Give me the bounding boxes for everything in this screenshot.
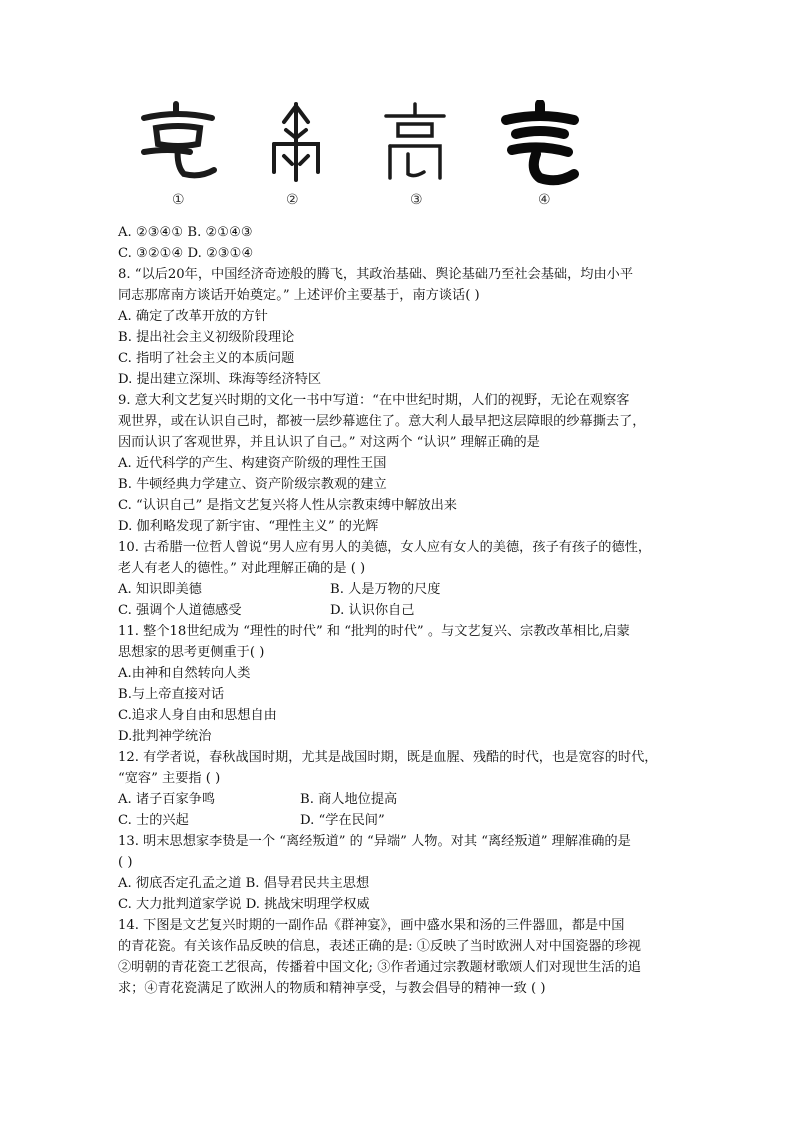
q9-stem-line-2: 观世界，或在认识自己时，都被一层纱幕遮住了。意大利人最早把这层障眼的纱幕撕去了， bbox=[118, 414, 646, 429]
ancient-character-figure bbox=[118, 100, 598, 212]
q11-option-c: C.追求人身自由和思想自由 bbox=[118, 708, 277, 723]
q14-stem-line-1: 14. 下图是文艺复兴时期的一副作品《群神宴》，画中盛水果和汤的三件器皿，都是中国 bbox=[118, 918, 625, 933]
q11-option-d: D.批判神学统治 bbox=[118, 729, 212, 744]
q10-option-a: A. 知识即美德 bbox=[118, 582, 202, 597]
q10-options-row-1 bbox=[118, 579, 678, 600]
glyph-label-1: ① bbox=[172, 192, 185, 208]
q10-stem-line-1: 10. 古希腊一位哲人曾说“男人应有男人的美德，女人应有女人的美德，孩子有孩子的德性， bbox=[118, 540, 652, 555]
q7-options-line-1: A. ②③④① B. ②①④③ bbox=[118, 225, 253, 240]
glyph-label-2: ② bbox=[286, 192, 299, 208]
q12-stem-line-1: 12. 有学者说，春秋战国时期，尤其是战国时期，既是血腥、残酷的时代，也是宽容的时代， bbox=[118, 750, 658, 765]
glyph-label-3: ③ bbox=[410, 192, 423, 208]
q10-option-c: C. 强调个人道德感受 bbox=[118, 603, 242, 618]
q8-stem-line-2: 同志那席南方谈话开始奠定。” 上述评价主要基于，南方谈话( ) bbox=[118, 288, 480, 303]
glyph-4-image bbox=[500, 100, 580, 192]
q9-option-d: D. 伽利略发现了新宇宙、“理性主义” 的光辉 bbox=[118, 519, 379, 534]
q13-options-line-2: C. 大力批判道家学说 D. 挑战宋明理学权威 bbox=[118, 897, 370, 912]
q9-stem-line-3: 因而认识了客观世界，并且认识了自己。” 对这两个 “认识” 理解正确的是 bbox=[118, 435, 540, 450]
q9-option-c: C. “认识自己” 是指文艺复兴将人性从宗教束缚中解放出来 bbox=[118, 498, 457, 513]
glyph-1-image bbox=[138, 100, 218, 185]
q10-options-row-2 bbox=[118, 600, 678, 621]
q12-option-d: D. “学在民间” bbox=[300, 813, 385, 828]
q8-option-d: D. 提出建立深圳、珠海等经济特区 bbox=[118, 372, 322, 387]
q12-option-a: A. 诸子百家争鸣 bbox=[118, 792, 216, 807]
q12-option-b: B. 商人地位提高 bbox=[300, 792, 398, 807]
q11-stem-line-1: 11. 整个18世纪成为 “理性的时代” 和 “批判的时代” 。与文艺复兴、宗教改革相比,启蒙 bbox=[118, 624, 630, 639]
q9-option-a: A. 近代科学的产生、构建资产阶级的理性王国 bbox=[118, 456, 387, 471]
q13-options-line-1: A. 彻底否定孔孟之道 B. 倡导君民共主思想 bbox=[118, 876, 370, 891]
q8-stem-line-1: 8. “以后20年，中国经济奇迹般的腾飞，其政治基础、舆论基础乃至社会基础，均由小平 bbox=[118, 267, 634, 282]
q8-option-c: C. 指明了社会主义的本质问题 bbox=[118, 351, 295, 366]
q13-stem-line-1: 13. 明末思想家李贽是一个 “离经叛道” 的 “异端” 人物。对其 “离经叛道” 理解准确的是 bbox=[118, 834, 631, 849]
q9-option-b: B. 牛顿经典力学建立、资产阶级宗教观的建立 bbox=[118, 477, 387, 492]
q12-options-row-1 bbox=[118, 789, 678, 810]
q12-stem-line-2: “宽容” 主要指 ( ) bbox=[118, 771, 221, 786]
q12-options-row-2 bbox=[118, 810, 678, 831]
q11-stem-line-2: 思想家的思考更侧重于( ) bbox=[118, 645, 265, 660]
q14-stem-line-2: 的青花瓷。有关该作品反映的信息，表述正确的是: ①反映了当时欧洲人对中国瓷器的珍视 bbox=[118, 939, 641, 954]
q14-stem-line-3: ②明朝的青花瓷工艺很高，传播着中国文化; ③作者通过宗教题材歌颂人们对现世生活的追 bbox=[118, 960, 641, 975]
q9-stem-line-1: 9. 意大利文艺复兴时期的文化一书中写道：“在中世纪时期，人们的视野，无论在观察客 bbox=[118, 393, 630, 408]
glyph-2-image bbox=[266, 100, 326, 185]
q14-stem-line-4: 求；④青花瓷满足了欧洲人的物质和精神享受，与教会倡导的精神一致 ( ) bbox=[118, 981, 546, 996]
question-content bbox=[118, 222, 678, 999]
q11-option-b: B.与上帝直接对话 bbox=[118, 687, 225, 702]
q8-option-a: A. 确定了改革开放的方针 bbox=[118, 309, 268, 324]
glyph-3-image bbox=[380, 100, 450, 185]
q10-stem-line-2: 老人有老人的德性。” 对此理解正确的是 ( ) bbox=[118, 561, 366, 576]
q8-option-b: B. 提出社会主义初级阶段理论 bbox=[118, 330, 295, 345]
q10-option-b: B. 人是万物的尺度 bbox=[330, 582, 441, 597]
q12-option-c: C. 士的兴起 bbox=[118, 813, 189, 828]
q13-stem-line-2: ( ) bbox=[118, 855, 133, 870]
q11-option-a: A.由神和自然转向人类 bbox=[118, 666, 251, 681]
glyph-label-4: ④ bbox=[538, 192, 551, 208]
q7-options-line-2: C. ③②①④ D. ②③①④ bbox=[118, 246, 254, 261]
q10-option-d: D. 认识你自己 bbox=[330, 603, 415, 618]
